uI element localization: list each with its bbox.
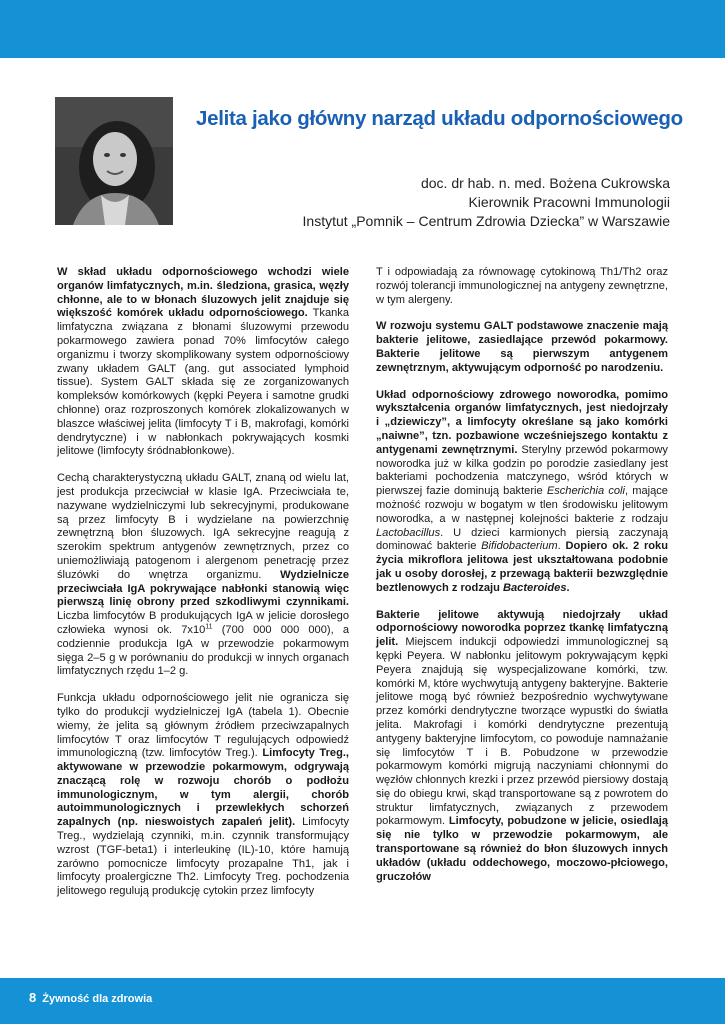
body-text: Miejscem indukcji odpowiedzi immunologicznej są kępki Peyera. W nabłonku jelitowym pokrywającym kępki Peyera znajdują się wyspecjalizowane komórki, tzw. komórki M, które wychwytują antygeny bakteryjne. Bakterie jelitowe mogą być również bezpośrednio wychwytywane przez komórki dendrytyczne tworzące wypustki do światła jelita. Makrofagi i komórki dendrytyczne prezentują antygeny bakteryjne limfocytom, co powoduje namnażanie się limfocytów T i B. Pobudzone w przewodzie pokarmowym komórki migrują naczyniami chłonnymi do węzłów chłonnych krezki i przez przewód piersiowy dostają się do obiegu krwi, skąd transportowane są z powrotem do struktur limfatycznych, związanych z przewodem pokarmowym.	[376, 636, 668, 828]
bold-text: Limfocyty, pobudzone w jelicie, osiedlają się nie tylko w przewodzie pokarmowym, ale transportowane są również do błon śluzowych innych układów (układu oddechowego, moczowo-płciowego, gruczołów	[376, 815, 668, 883]
bold-text: Bakterie jelitowe aktywują niedojrzały układ odpornościowy noworodka poprzez tkankę limfatyczną jelit.	[376, 608, 668, 649]
left-column	[57, 266, 349, 912]
body-text: Tkanka limfatyczna związana z błonami śluzowymi przewodu pokarmowego zawiera ponad 70% limfocytów całego organizmu i tworzy skomplikowany system odpornościowy zwany układem GALT (ang. gut associated lymphoid tissue). System GALT składa się ze zorganizowanych kompleksów komórkowych (kępki Peyera i samotne grudki chłonne) oraz rozproszonych komórek zlokalizowanych w blaszce właściwej jelita (limfocyty T i B, makrofagi, komórki dendrytyczne) i w nabłonkach pokrywających kosmki jelitowe (limfocyty śródnabłonkowe).	[57, 307, 349, 458]
magazine-name: Żywność dla zdrowia	[42, 993, 153, 1005]
bold-text: Dopiero ok. 2 roku życia mikroflora jelitowa jest ukształtowana podobnie jak u osoby dorosłej, z przewagą bakterii bezwzględnie beztlenowych z rodzaju	[376, 540, 668, 594]
body-text: Limfocyty Treg., wydzielają czynniki, m.in. czynnik transformujący wzrost (TGF-beta1) i interleukinę (IL)-10, które hamują zarówno pomocnicze limfocyty prozapalne Th1, jak i limfocyty proalergiczne Th2. Limfocyty Treg. pochodzenia jelitowego regulują produkcję cytokin przez limfocyty	[57, 816, 349, 898]
bold-italic-text: Bacteroides	[502, 581, 567, 594]
body-text: . U dzieci karmionych piersią zaczynają dominować bakterie	[376, 526, 668, 553]
bold-text: Limfocyty Treg., aktywowane w przewodzie pokarmowym, odgrywają znaczącą rolę w rozwoju chorób o podłożu immunologicznym, w tym alergii, chorób autoimmunologicznych i przewlekłych schorzeń zapalnych (np. nieswoistych zapaleń jelit).	[57, 747, 350, 829]
left-paragraph-2	[57, 472, 349, 679]
bold-text: Wydzielnicze przeciwciała IgA pokrywające nabłonki stanowią więc pierwszą linię obrony przed szkodliwymi czynnikami.	[57, 568, 349, 609]
bold-text: Układ odpornościowy zdrowego noworodka, pomimo wykształcenia organów limfatycznych, jest niedojrzały i „dziewiczy”, a limfocyty określane są jako komórki „naiwne”, tzn. pozbawione wcześniejszego kontaktu z antygenami zewnętrznymi.	[376, 388, 668, 456]
body-text: T i odpowiadają za równowagę cytokinową Th1/Th2 oraz rozwój tolerancji immunologicznej na antygeny zewnętrzne, w tym alergeny.	[376, 266, 668, 306]
left-paragraph-1	[57, 266, 349, 459]
italic-text: Bifidobacterium	[481, 540, 558, 553]
exponent: 11	[205, 623, 213, 631]
body-text: Funkcja układu odpornościowego jelit nie ogranicza się tylko do produkcji wydzielniczej IgA (tabela 1). Obecnie wiemy, że jelita są głównym źródłem przeciwzapalnych limfocytów T oraz limfocytów T regulujących odpowiedź immunologiczną (tzw. limfocytów Treg.).	[57, 692, 349, 760]
italic-text: Lactobacillus	[376, 526, 441, 539]
left-paragraph-3	[57, 692, 349, 899]
author-institution: Instytut „Pomnik – Centrum Zdrowia Dziecka” w Warszawie	[302, 213, 670, 229]
bold-text: W rozwoju systemu GALT podstawowe znaczenie mają bakterie jelitowe, zasiedlające przewód pokarmowy. Bakterie jelitowe są pierwszym antygenem zewnętrznym, aktywującym odporność po narodzeniu.	[376, 320, 668, 374]
article-title: Jelita jako główny narząd układu odpornościowego	[196, 107, 683, 130]
footer	[29, 990, 152, 1005]
right-paragraph-2	[376, 320, 668, 375]
author-name: doc. dr hab. n. med. Bożena Cukrowska	[420, 175, 670, 191]
lead-text: W skład układu odpornościowego wchodzi wiele organów limfatycznych, m.in. śledziona, grasica, węzły chłonne, ale to w błonach śluzowych jelit znajduje się większość komórek układu odpornościowego.	[57, 266, 349, 320]
author-photo	[55, 97, 173, 225]
top-banner	[0, 0, 725, 58]
right-paragraph-3	[376, 389, 668, 596]
author-block	[303, 174, 670, 231]
body-text: .	[557, 540, 566, 553]
italic-text: Escherichia coli	[546, 485, 625, 498]
bold-text: .	[566, 581, 570, 594]
body-text: Liczba limfocytów B produkujących IgA w jelicie dorosłego człowieka wynosi ok. 7x10	[57, 610, 349, 636]
page-number: 8	[29, 990, 37, 1005]
body-text: (700 000 000 000), a codziennie produkcja IgA w przewodzie pokarmowym sięga 2–5 g w porównaniu do produkcji w innych organach limfatycznych rzędu 1–2 g.	[57, 623, 349, 678]
body-text: , mające możność rozwoju w bogatym w tlen środowisku jelitowym noworodka, a w następnej kolejności bakterie z rodzaju	[376, 485, 668, 525]
right-paragraph-1	[376, 266, 668, 307]
right-paragraph-4	[376, 609, 668, 885]
author-position: Kierownik Pracowni Immunologii	[468, 194, 670, 210]
body-text: Sterylny przewód pokarmowy noworodka już w kilka godzin po porodzie zasiedlany jest bakteriami pochodzenia matczynego, wśród których w pierwszej fazie dominują bakterie	[376, 443, 668, 498]
body-text: Cechą charakterystyczną układu GALT, znaną od wielu lat, jest produkcja przeciwciał w klasie IgA. Przeciwciała te, nazywane wydzielniczymi lub sekrecyjnymi, produkowane są przez limfocyty B i wydzielane na powierzchnię zewnętrzną błon śluzowych. IgA sekrecyjne reagują z szerokim spektrum antygenów zewnętrznych, przez co uniemożliwiają patogenom i alergenom penetrację przez śluzówki do wnętrza organizmu.	[57, 472, 349, 581]
right-column	[376, 266, 668, 897]
